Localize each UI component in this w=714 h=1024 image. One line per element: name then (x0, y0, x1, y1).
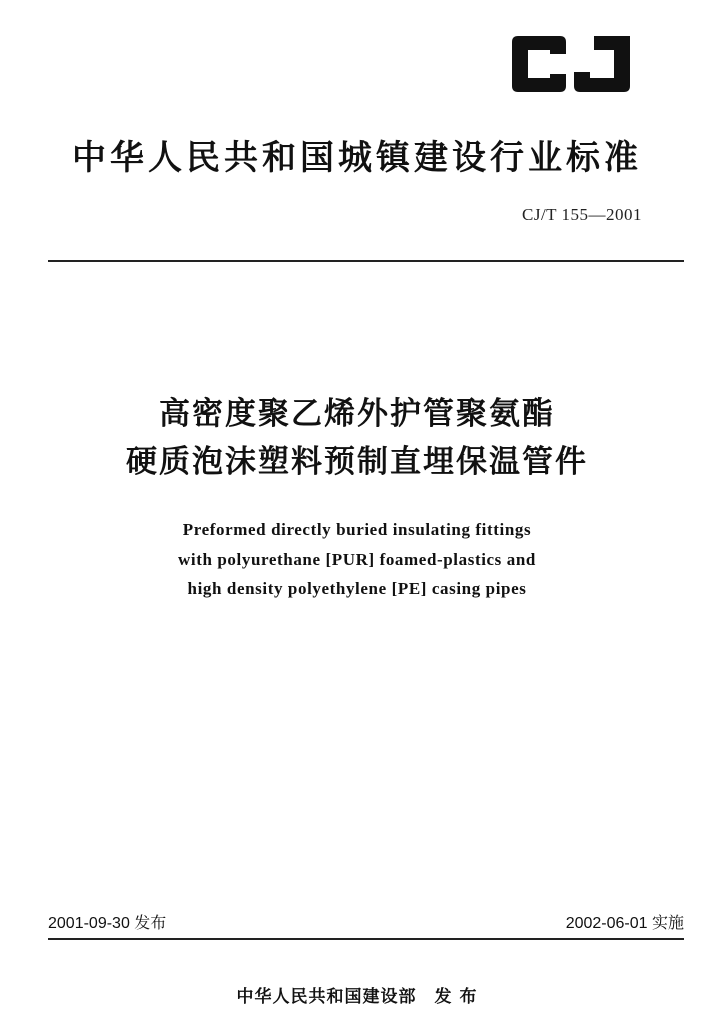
english-title-line-3: high density polyethylene [PE] casing pipes (187, 579, 527, 598)
header-divider (48, 260, 684, 262)
english-title-line-1: Preformed directly buried insulating fittings (182, 520, 532, 539)
chinese-title-line-1: 高密度聚乙烯外护管聚氨酯 (159, 396, 555, 432)
english-title-line-2: with polyurethane [PUR] foamed-plastics and (178, 550, 536, 569)
standard-category-title: 中华人民共和国城镇建设行业标准 (72, 138, 642, 178)
footer-divider (48, 938, 684, 940)
implementation-date: 2002-06-01 实施 (565, 915, 684, 932)
cj-logo-mark (508, 36, 634, 92)
chinese-title-line-2: 硬质泡沫塑料预制直埋保温管件 (126, 444, 588, 480)
issue-date: 2001-09-30 发布 (48, 915, 167, 932)
cj-logo (508, 36, 634, 92)
publisher: 中华人民共和国建设部 发 布 (236, 987, 478, 1007)
standard-code: CJ/T 155—2001 (521, 205, 642, 224)
